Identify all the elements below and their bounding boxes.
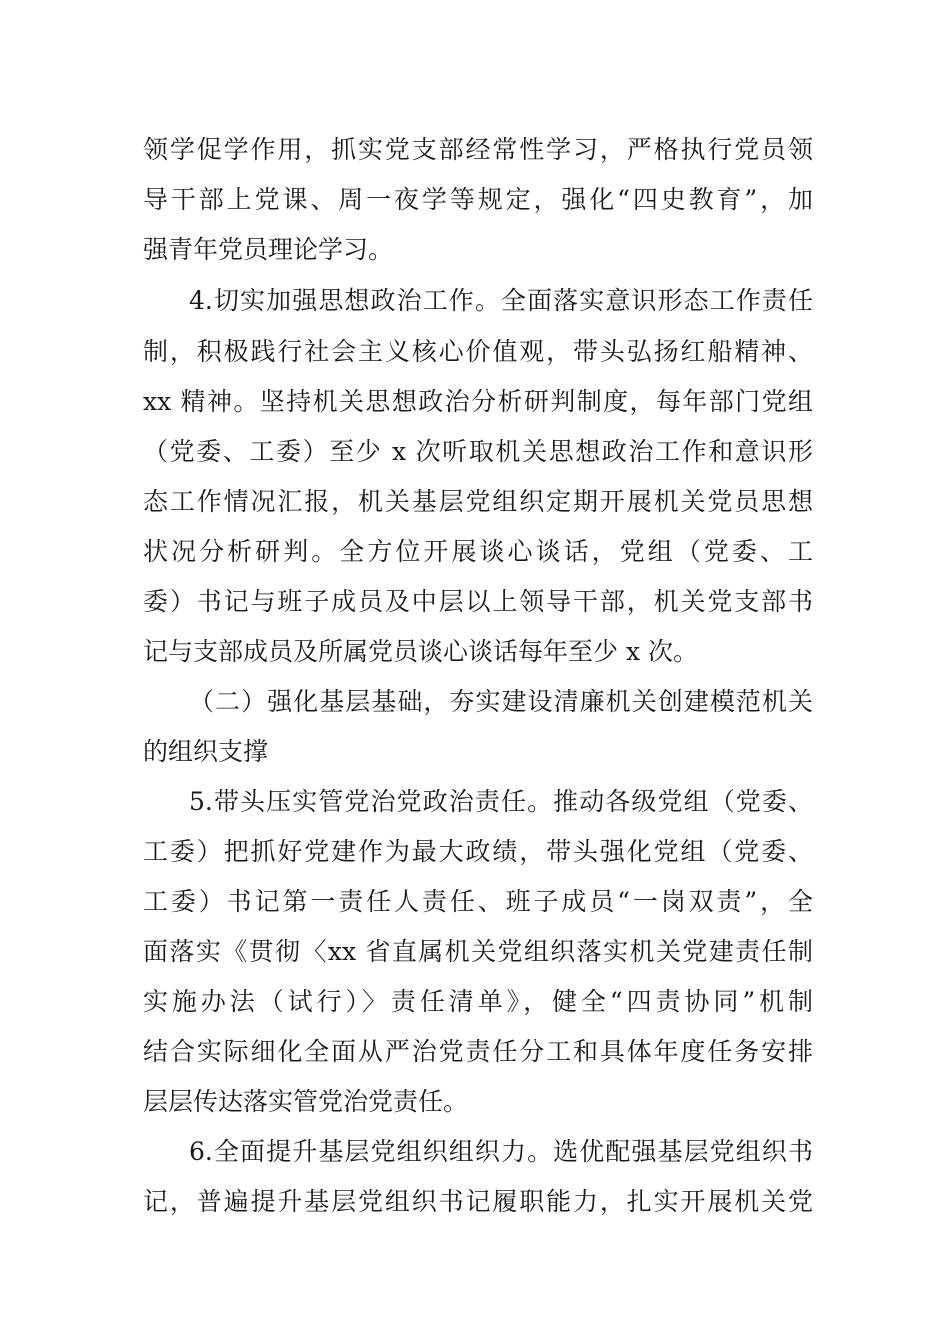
text-line: 制，积极践行社会主义核心价值观，带头弘扬红船精神、 — [143, 337, 813, 366]
text-line: 状况分析研判。全方位开展谈心谈话，党组（党委、工 — [143, 537, 813, 566]
section-heading-5: 5.带头压实管党治党政治责任。推动各级党组（党委、 — [189, 787, 813, 816]
text-line: 层层传达落实管党治党责任。 — [143, 1087, 469, 1116]
text-line: xx 精神。坚持机关思想政治分析研判制度，每年部门党组 — [143, 387, 813, 416]
text-line: 导干部上党课、周一夜学等规定，强化“四史教育”，加 — [143, 185, 813, 214]
subsection-heading-2: （二）强化基层基础，夯实建设清廉机关创建模范机关 — [189, 687, 813, 716]
text-line: 工委）把抓好党建作为最大政绩，带头强化党组（党委、 — [143, 837, 813, 866]
text-line: 结合实际细化全面从严治党责任分工和具体年度任务安排 — [143, 1037, 813, 1066]
text-line: 强青年党员理论学习。 — [143, 235, 394, 264]
text-line: 委）书记与班子成员及中层以上领导干部，机关党支部书 — [143, 587, 813, 616]
text-line: 工委）书记第一责任人责任、班子成员“一岗双责”，全 — [143, 887, 813, 916]
text-line: 面落实《贯彻〈xx 省直属机关党组织落实机关党建责任制 — [143, 937, 813, 966]
text-line: 领学促学作用，抓实党支部经常性学习，严格执行党员领 — [143, 135, 813, 164]
text-line: 态工作情况汇报，机关基层党组织定期开展机关党员思想 — [143, 487, 813, 516]
text-line: 记，普遍提升基层党组织书记履职能力，扎实开展机关党 — [143, 1187, 813, 1216]
section-heading-4: 4.切实加强思想政治工作。全面落实意识形态工作责任 — [189, 286, 813, 315]
text-line: 实施办法（试行）〉责任清单》，健全“四责协同”机制 — [143, 987, 813, 1016]
text-line: 记与支部成员及所属党员谈心谈话每年至少 x 次。 — [143, 637, 698, 666]
text-line: （党委、工委）至少 x 次听取机关思想政治工作和意识形 — [143, 437, 813, 466]
section-heading-6: 6.全面提升基层党组织组织力。选优配强基层党组织书 — [189, 1137, 813, 1166]
subsection-heading-2-cont: 的组织支撑 — [143, 737, 269, 766]
